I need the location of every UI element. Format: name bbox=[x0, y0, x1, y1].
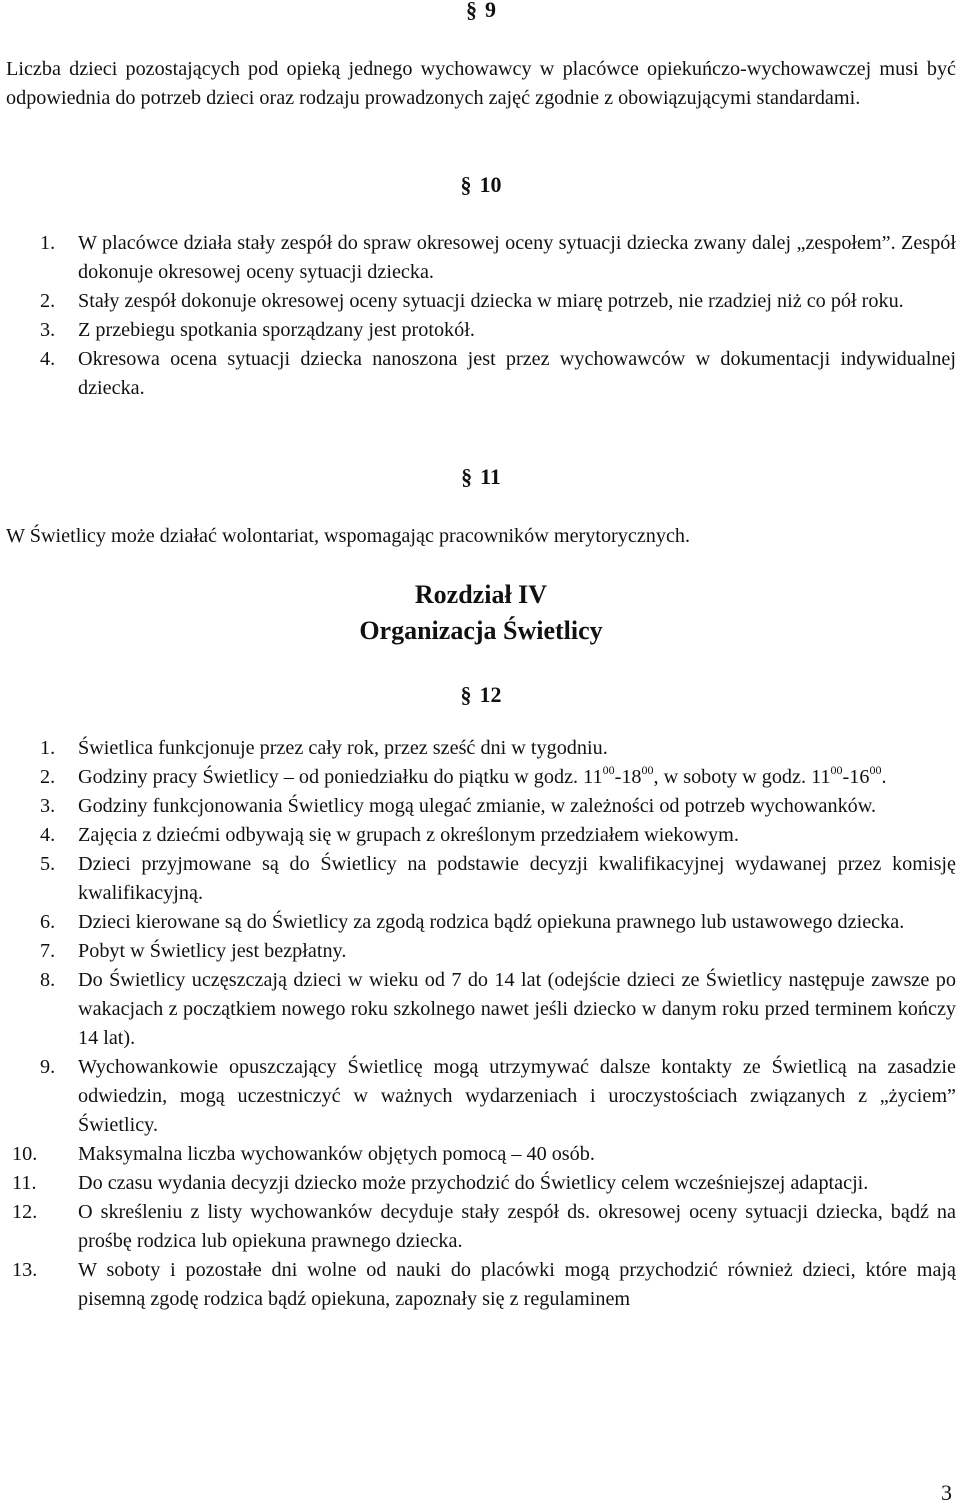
list-item: 1. Świetlica funkcjonuje przez cały rok, przez sześć dni w tygodniu. bbox=[40, 737, 608, 759]
list-item: 9. Wychowankowie opuszczający Świetlicę mogą utrzymywać dalsze kontakty ze Świetlicą na zasadzie odwiedzin, mogą uczestniczyć w ważnych wydarzeniach i uroczystościach związanych z „życiem” Świetlicy. bbox=[40, 1056, 956, 1136]
list-item: 3. Z przebiegu spotkania sporządzany jest protokół. bbox=[40, 319, 475, 341]
list-section-12 bbox=[6, 734, 956, 1314]
chapter-heading: Rozdział IV Organizacja Świetlicy bbox=[359, 580, 603, 645]
section-heading-9: § 9 bbox=[466, 0, 496, 22]
list-item: 5. Dzieci przyjmowane są do Świetlicy na podstawie decyzji kwalifikacyjnej wydawanej przez komisję kwalifikacyjną. bbox=[40, 853, 956, 904]
list-item: 8. Do Świetlicy uczęszczają dzieci w wieku od 7 do 14 lat (odejście dzieci ze Świetlicy następuje zawsze po wakacjach z początkiem nowego roku szkolnego nawet jeśli dziecko w danym roku przed terminem kończy 14 lat). bbox=[40, 969, 956, 1049]
paragraph-section-11: W Świetlicy może działać wolontariat, wspomagając pracowników merytorycznych. bbox=[6, 525, 691, 547]
list-item: 1. W placówce działa stały zespół do spraw okresowej oceny sytuacji dziecka zwany dalej „zespołem”. Zespół dokonuje okresowej oceny sytuacji dziecka. bbox=[40, 232, 956, 283]
list-item: 4. Okresowa ocena sytuacji dziecka nanoszona jest przez wychowawców w dokumentacji indywidualnej dziecka. bbox=[40, 348, 956, 399]
list-item: 10. Maksymalna liczba wychowanków objętych pomocą – 40 osób. bbox=[12, 1143, 595, 1165]
section-heading-10: § 10 bbox=[460, 172, 502, 197]
list-item: 4. Zajęcia z dziećmi odbywają się w grupach z określonym przedziałem wiekowym. bbox=[40, 824, 739, 846]
list-item: 3. Godziny funkcjonowania Świetlicy mogą ulegać zmianie, w zależności od potrzeb wychowanków. bbox=[40, 795, 877, 817]
list-section-10 bbox=[6, 229, 956, 403]
section-heading-11: § 11 bbox=[461, 464, 501, 489]
list-item: 6. Dzieci kierowane są do Świetlicy za zgodą rodzica bądź opiekuna prawnego lub ustawowego dziecka. bbox=[40, 911, 905, 933]
list-item: 12. O skreśleniu z listy wychowanków decyduje stały zespół ds. okresowej oceny sytuacji dziecka, bądź na prośbę rodzica lub opiekuna prawnego dziecka. bbox=[12, 1201, 956, 1252]
list-item: 13. W soboty i pozostałe dni wolne od nauki do placówki mogą przychodzić również dzieci, które mają pisemną zgodę rodzica bądź opiekuna, zapoznały się z regulaminem bbox=[12, 1259, 956, 1310]
list-item: 7. Pobyt w Świetlicy jest bezpłatny. bbox=[40, 940, 347, 962]
list-item: 2. Godziny pracy Świetlicy – od poniedziałku do piątku w godz. $11^{00}-18^{00}$, w soboty w godz. $11^{00}-16^{00}$. bbox=[40, 763, 887, 788]
paragraph-section-9: Liczba dzieci pozostających pod opieką jednego wychowawcy w placówce opiekuńczo-wychowawczej musi być odpowiednia do potrzeb dzieci oraz rodzaju prowadzonych zajęć zgodnie z obowiązującymi standardami. bbox=[6, 58, 956, 109]
list-item: 2. Stały zespół dokonuje okresowej oceny sytuacji dziecka w miarę potrzeb, nie rzadziej niż co pół roku. bbox=[40, 290, 904, 312]
list-item: 11. Do czasu wydania decyzji dziecko może przychodzić do Świetlicy celem wcześniejszej adaptacji. bbox=[12, 1172, 869, 1194]
section-heading-12: § 12 bbox=[460, 682, 502, 707]
page-number: 3 bbox=[941, 1480, 952, 1505]
